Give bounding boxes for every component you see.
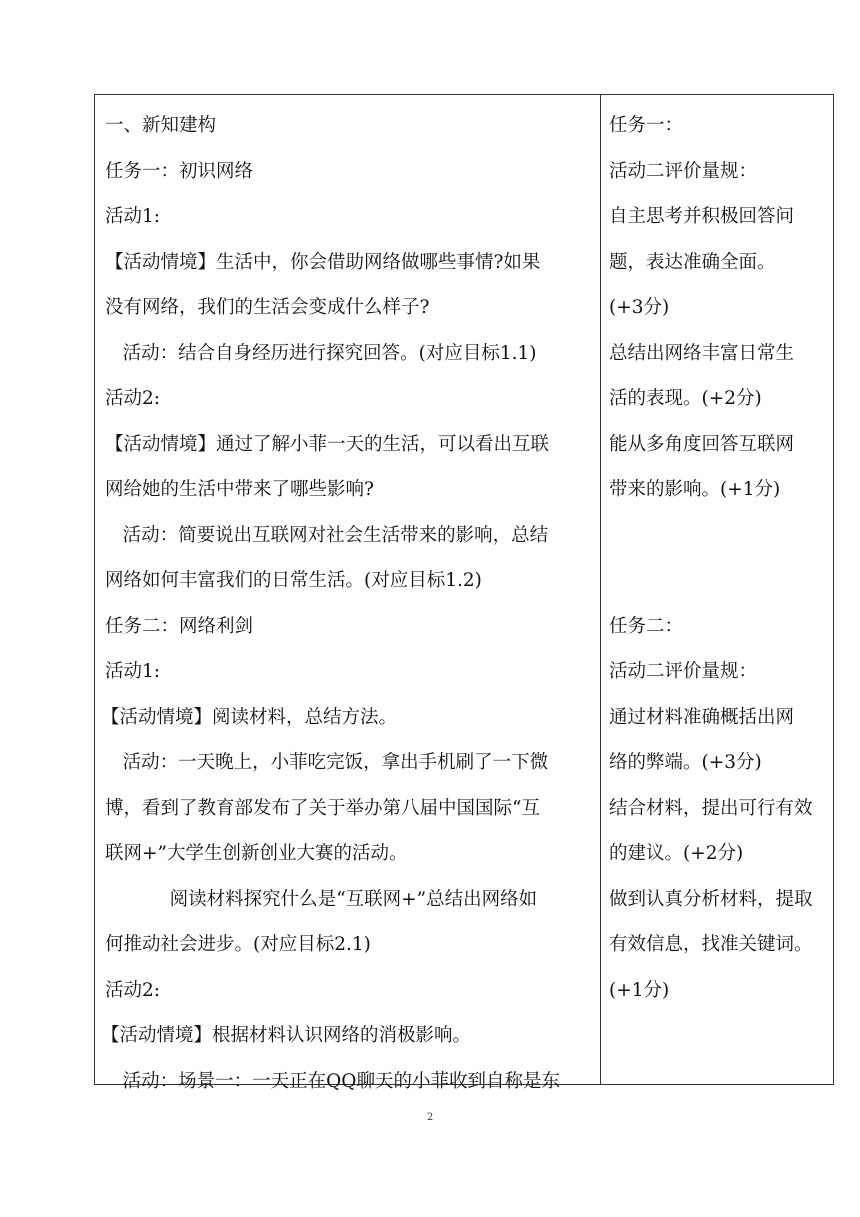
task-heading: 任务一：初识网络 bbox=[105, 160, 254, 182]
rubric-criterion: 总结出网络丰富日常生 bbox=[609, 342, 795, 364]
rubric-criterion: 做到认真分析材料，提取 bbox=[609, 888, 813, 910]
activity-context-text: 【活动情境】根据材料认识网络的消极影响。 bbox=[101, 1025, 472, 1046]
rubric-score: (+3分) bbox=[609, 297, 670, 318]
section-heading: 一、新知建构 bbox=[105, 115, 217, 136]
rubric-criterion: 有效信息，找准关键词。 bbox=[609, 934, 813, 955]
activity-description: 活动：结合自身经历进行探究回答。(对应目标1.1) bbox=[105, 342, 537, 364]
rubric-criterion: 活的表现。(+2分) bbox=[609, 388, 762, 409]
activity-description: 何推动社会进步。(对应目标2.1) bbox=[105, 934, 371, 955]
activity-description: 网络如何丰富我们的日常生活。(对应目标1.2) bbox=[105, 570, 482, 591]
activity-description: 活动：场景一：一天正在QQ聊天的小菲收到自称是东 bbox=[105, 1070, 560, 1092]
rubric-criterion: 自主思考并积极回答问 bbox=[609, 206, 795, 227]
rubric-task-heading: 任务一： bbox=[609, 115, 684, 136]
task-heading: 任务二：网络利剑 bbox=[105, 615, 254, 637]
activity-label: 活动1: bbox=[105, 206, 161, 227]
activity-context-text: 网给她的生活中带来了哪些影响? bbox=[105, 479, 374, 500]
rubric-criterion: 题，表达准确全面。 bbox=[609, 251, 776, 273]
activity-label: 活动2: bbox=[105, 388, 161, 409]
activity-description: 博，看到了教育部发布了关于举办第八届中国国际“互 bbox=[105, 797, 540, 819]
blank-line bbox=[609, 513, 831, 559]
activity-description: 联网+”大学生创新创业大赛的活动。 bbox=[105, 843, 408, 864]
activity-description: 活动：简要说出互联网对社会生活带来的影响，总结 bbox=[105, 524, 549, 546]
rubric-title: 活动二评价量规： bbox=[609, 160, 758, 182]
page-number: 2 bbox=[426, 1112, 434, 1123]
evaluation-rubric-column bbox=[609, 103, 831, 1013]
column-divider bbox=[600, 95, 601, 1084]
rubric-score: (+1分) bbox=[609, 979, 670, 1001]
rubric-task-heading: 任务二： bbox=[609, 615, 684, 637]
rubric-criterion: 结合材料，提出可行有效 bbox=[609, 797, 813, 819]
rubric-criterion: 带来的影响。(+1分) bbox=[609, 479, 781, 500]
rubric-criterion: 络的弊端。(+3分) bbox=[609, 752, 762, 773]
activity-context-text: 【活动情境】阅读材料，总结方法。 bbox=[101, 706, 398, 728]
activity-label: 活动1: bbox=[105, 661, 161, 682]
activity-context-text: 【活动情境】通过了解小菲一天的生活，可以看出互联 bbox=[105, 433, 550, 455]
blank-line bbox=[609, 558, 831, 604]
activity-description: 阅读材料探究什么是“互联网+”总结出网络如 bbox=[105, 888, 538, 910]
activity-context-text: 没有网络，我们的生活会变成什么样子? bbox=[105, 297, 430, 318]
rubric-title: 活动二评价量规： bbox=[609, 661, 758, 682]
rubric-criterion: 通过材料准确概括出网 bbox=[609, 706, 795, 728]
activity-label: 活动2: bbox=[105, 979, 161, 1001]
activity-description: 活动：一天晚上，小菲吃完饭，拿出手机刷了一下微 bbox=[105, 752, 549, 773]
rubric-criterion: 能从多角度回答互联网 bbox=[609, 433, 795, 455]
content-table bbox=[94, 94, 834, 1092]
rubric-criterion: 的建议。(+2分) bbox=[609, 843, 744, 864]
activity-context-text: 【活动情境】生活中，你会借助网络做哪些事情?如果 bbox=[105, 251, 541, 273]
lesson-activities-column bbox=[101, 103, 597, 1104]
